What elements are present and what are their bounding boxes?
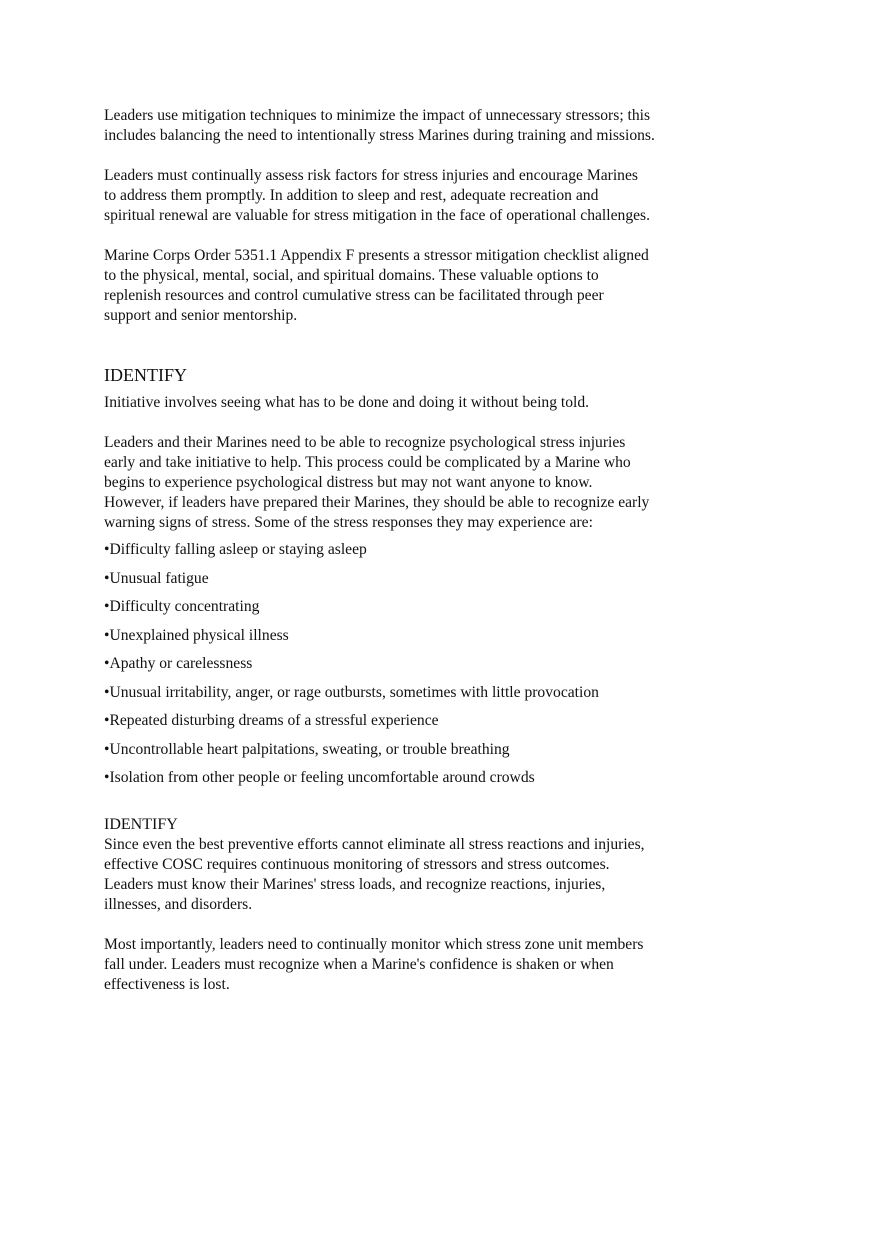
list-item: •Difficulty concentrating: [104, 598, 260, 615]
list-item: •Apathy or carelessness: [104, 655, 253, 672]
section-identify-initiative: [104, 364, 804, 797]
paragraph-initiative: Initiative involves seeing what has to be done and doing it without being told.: [104, 394, 590, 411]
document-page: [104, 106, 804, 995]
paragraph-continuous-monitoring: Since even the best preventive efforts cannot eliminate all stress reactions and injuries, effective COSC requires continuous monitoring of stressors and stress outcomes. Leaders must know their Marines' stress loads, and recognize reactions, injuries, illnesses, and disorders.: [104, 835, 645, 913]
list-item: •Unusual irritability, anger, or rage outbursts, sometimes with little provocation: [104, 683, 599, 701]
list-item: •Isolation from other people or feeling uncomfortable around crowds: [104, 769, 535, 786]
section-heading: IDENTIFY: [104, 365, 187, 385]
section-identify-monitoring: [104, 815, 804, 995]
list-item: •Unusual fatigue: [104, 569, 209, 587]
stress-response-list: [104, 540, 804, 797]
paragraph-mitigation-techniques: Leaders use mitigation techniques to minimize the impact of unnecessary stressors; this includes balancing the need to intentionally stress Marines during training and missions.: [104, 107, 655, 144]
list-item: •Difficulty falling asleep or staying asleep: [104, 541, 367, 558]
section-heading: IDENTIFY: [104, 815, 178, 833]
list-item: •Unexplained physical illness: [104, 626, 289, 644]
list-item: •Uncontrollable heart palpitations, sweating, or trouble breathing: [104, 740, 510, 758]
paragraph-stress-zone: Most importantly, leaders need to continually monitor which stress zone unit members fall under. Leaders must recognize when a Marine's confidence is shaken or when effectiveness is lost.: [104, 935, 644, 993]
section-mitigate: [104, 106, 804, 326]
paragraph-recognize-injuries: Leaders and their Marines need to be able to recognize psychological stress injuries early and take initiative to help. This process could be complicated by a Marine who begins to experience psychological distress but may not want anyone to know. However, if leaders have prepared their Marines, they should be able to recognize early warning signs of stress. Some of the stress responses they may experience are:: [104, 434, 650, 531]
list-item: •Repeated disturbing dreams of a stressful experience: [104, 712, 439, 729]
paragraph-risk-factors: Leaders must continually assess risk factors for stress injuries and encourage Marines to address them promptly. In addition to sleep and rest, adequate recreation and spiritual renewal are valuable for stress mitigation in the face of operational challenges.: [104, 167, 651, 224]
paragraph-mco-appendix: Marine Corps Order 5351.1 Appendix F presents a stressor mitigation checklist aligned to the physical, mental, social, and spiritual domains. These valuable options to replenish resources and control cumulative stress can be facilitated through peer support and senior mentorship.: [104, 247, 649, 324]
